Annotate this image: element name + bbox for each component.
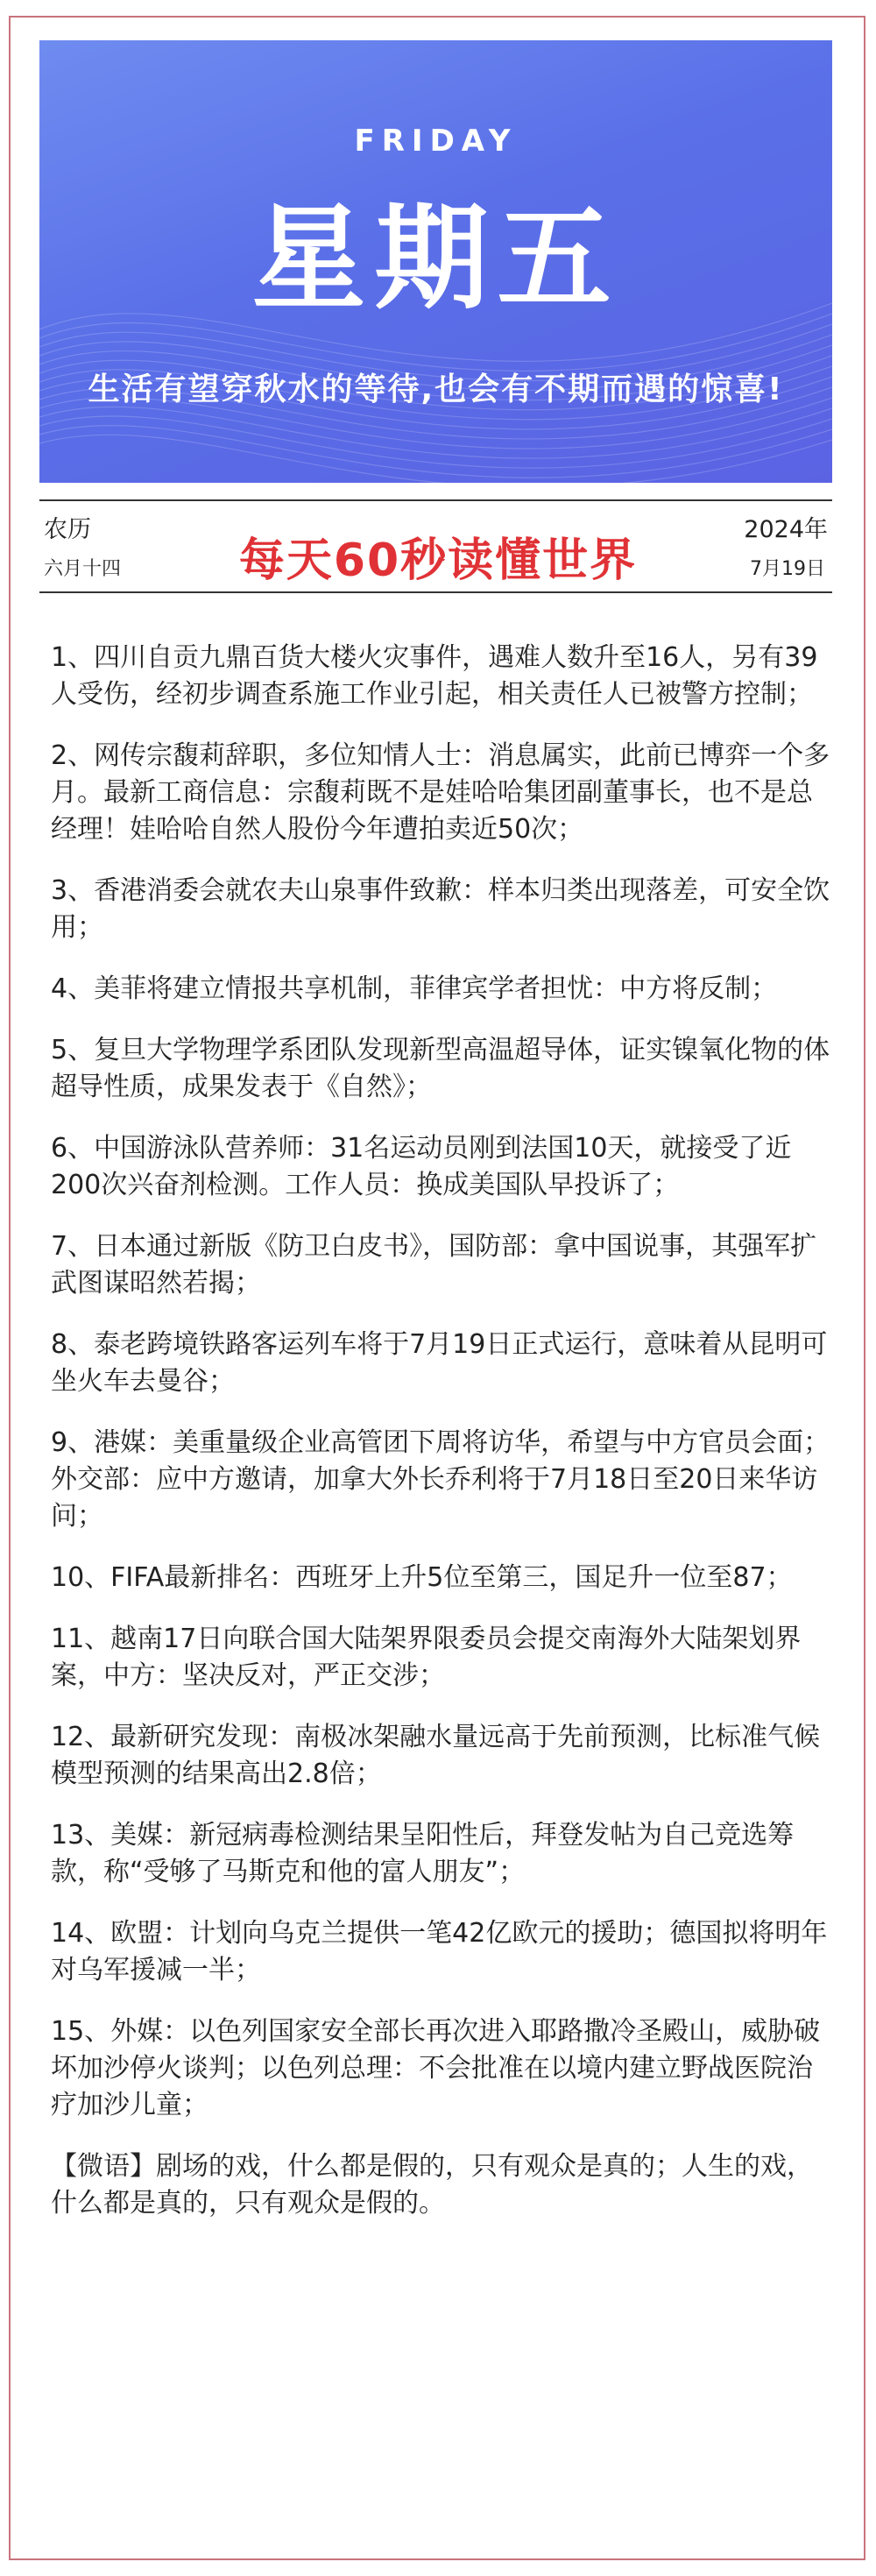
news-item: 15、外媒：以色列国家安全部长再次进入耶路撒冷圣殿山，威胁破坏加沙停火谈判；以色列总理：不会批准在以境内建立野战医院治疗加沙儿童； xyxy=(51,2016,821,2120)
news-item: 3、香港消委会就农夫山泉事件致歉：样本归类出现落差，可安全饮用； xyxy=(51,875,830,943)
date-label: 7月19日 xyxy=(750,558,825,580)
quote-item: 【微语】剧场的戏，什么都是假的，只有观众是真的；人生的戏，什么都是真的，只有观众是假的。 xyxy=(51,2151,813,2219)
lunar-label: 农历 xyxy=(44,516,91,543)
header-banner xyxy=(39,40,832,483)
weekday-chinese: 星期五 xyxy=(251,192,620,325)
news-item: 9、港媒：美重量级企业高管团下周将访华，希望与中方官员会面；外交部：应中方邀请，加拿大外长乔利将于7月18日至20日来华访问； xyxy=(51,1427,830,1532)
news-item: 7、日本通过新版《防卫白皮书》，国防部：拿中国说事，其强军扩武图谋昭然若揭； xyxy=(51,1231,817,1299)
news-item: 11、越南17日向联合国大陆架界限委员会提交南海外大陆架划界案，中方：坚决反对，严正交涉； xyxy=(51,1624,802,1691)
news-item: 8、泰老跨境铁路客运列车将于7月19日正式运行，意味着从昆明可坐火车去曼谷； xyxy=(51,1329,828,1397)
weekday-english: FRIDAY xyxy=(354,124,518,159)
year-label: 2024年 xyxy=(744,516,828,543)
news-item: 1、四川自贡九鼎百货大楼火灾事件，遇难人数升至16人，另有39人受伤，经初步调查系施工作业引起，相关责任人已被警方控制； xyxy=(51,642,818,710)
news-item: 4、美菲将建立情报共享机制，菲律宾学者担忧：中方将反制； xyxy=(51,973,778,1004)
lunar-date: 六月十四 xyxy=(44,558,122,580)
header-bottom-divider xyxy=(39,591,832,593)
news-item: 12、最新研究发现：南极冰架融水量远高于先前预测，比标准气候模型预测的结果高出2.8倍； xyxy=(51,1722,821,1789)
news-item: 14、欧盟：计划向乌克兰提供一笔42亿欧元的援助；德国拟将明年对乌军援减一半； xyxy=(51,1918,828,1985)
brand-title: 每天60秒读懂世界 xyxy=(238,534,638,587)
header-top-divider xyxy=(39,499,832,501)
daily-motto: 生活有望穿秋水的等待,也会有不期而遇的惊喜! xyxy=(88,372,784,407)
news-item: 6、中国游泳队营养师：31名运动员刚到法国10天，就接受了近200次兴奋剂检测。工作人员：换成美国队早投诉了； xyxy=(51,1133,792,1200)
news-item: 2、网传宗馥莉辞职，多位知情人士：消息属实，此前已博弈一个多月。最新工商信息：宗馥莉既不是娃哈哈集团副董事长，也不是总经理！娃哈哈自然人股份今年遭拍卖近50次； xyxy=(51,740,830,845)
news-item: 10、FIFA最新排名：西班牙上升5位至第三，国足升一位至87； xyxy=(51,1562,793,1593)
news-item: 5、复旦大学物理学系团队发现新型高温超导体，证实镍氧化物的体超导性质，成果发表于《自然》； xyxy=(51,1035,830,1102)
news-item: 13、美媒：新冠病毒检测结果呈阳性后，拜登发帖为自己竞选筹款，称“受够了马斯克和他的富人朋友”； xyxy=(51,1820,795,1887)
news-list xyxy=(51,640,830,2247)
